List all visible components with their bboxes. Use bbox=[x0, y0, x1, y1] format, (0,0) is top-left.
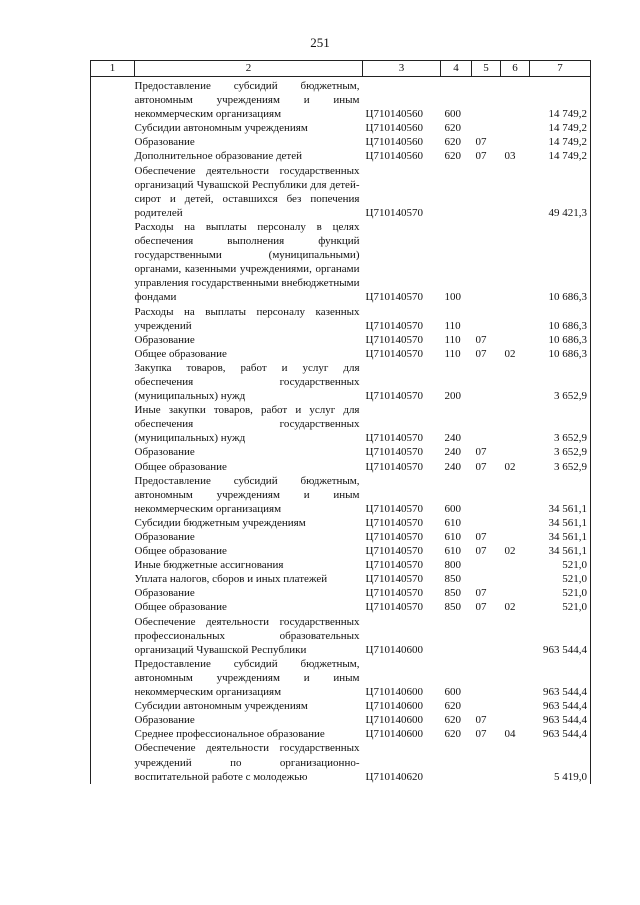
item-name-cell: Обеспечение деятельности государственных профессиональных образовательных организаций Чувашской Республики bbox=[134, 615, 360, 656]
section-cell bbox=[472, 220, 501, 305]
item-name-cell: Субсидии автономным учреждениям bbox=[134, 700, 308, 713]
amount-cell: 963 544,4 bbox=[530, 713, 591, 727]
table-row bbox=[91, 615, 591, 657]
table-row bbox=[91, 600, 591, 614]
table-row bbox=[91, 474, 591, 516]
item-name-cell: Общее образование bbox=[134, 601, 227, 614]
section-cell bbox=[472, 657, 501, 699]
amount-cell: 10 686,3 bbox=[530, 305, 591, 333]
row-number-cell bbox=[91, 403, 135, 445]
row-number-cell bbox=[91, 516, 135, 530]
target-code-cell: Ц710140600 bbox=[365, 728, 423, 741]
target-code-cell: Ц710140570 bbox=[365, 347, 423, 360]
section-cell bbox=[472, 305, 501, 333]
row-number-cell bbox=[91, 220, 135, 305]
table-row bbox=[91, 741, 591, 783]
expense-type-cell: 200 bbox=[444, 390, 461, 403]
header-row bbox=[91, 61, 591, 77]
row-number-cell bbox=[91, 347, 135, 361]
section-cell bbox=[472, 474, 501, 516]
item-name-cell: Образование bbox=[134, 714, 195, 727]
expense-type-cell: 110 bbox=[444, 333, 461, 346]
subsection-cell: 03 bbox=[504, 150, 516, 163]
expense-type-cell: 850 bbox=[444, 573, 461, 586]
item-name-cell: Предоставление субсидий бюджетным, автономным учреждениям и иным некоммерческим организациям bbox=[134, 657, 360, 699]
row-number-cell bbox=[91, 657, 135, 699]
subsection-cell bbox=[501, 403, 530, 445]
expense-type-cell: 610 bbox=[444, 516, 461, 529]
subsection-cell bbox=[501, 713, 530, 727]
expense-type-cell: 600 bbox=[444, 686, 461, 699]
amount-cell: 3 652,9 bbox=[530, 460, 591, 474]
amount-cell: 963 544,4 bbox=[530, 727, 591, 741]
expense-type-cell: 610 bbox=[444, 531, 461, 543]
subsection-cell: 02 bbox=[504, 545, 516, 558]
expense-type-cell: 610 bbox=[444, 545, 461, 558]
amount-cell: 14 749,2 bbox=[530, 121, 591, 135]
row-number-cell bbox=[91, 121, 135, 135]
target-code-cell: Ц710140570 bbox=[365, 502, 423, 515]
table-row bbox=[91, 333, 591, 347]
table-row bbox=[91, 305, 591, 333]
subsection-cell bbox=[501, 572, 530, 586]
item-name-cell: Расходы на выплаты персоналу в целях обеспечения выполнения функций государственными (муниципальными) органами, казенными учреждениями, органами управления государственными внебюджетными фондами bbox=[134, 220, 360, 304]
amount-cell: 521,0 bbox=[530, 572, 591, 586]
expense-type-cell: 110 bbox=[444, 319, 461, 332]
row-number-cell bbox=[91, 460, 135, 474]
target-code-cell: Ц710140600 bbox=[365, 714, 423, 727]
item-name-cell: Субсидии автономным учреждениям bbox=[134, 122, 308, 135]
item-name-cell: Общее образование bbox=[134, 545, 227, 558]
target-code-cell: Ц710140570 bbox=[365, 531, 423, 543]
target-code-cell: Ц710140570 bbox=[365, 601, 423, 614]
amount-cell: 3 652,9 bbox=[530, 445, 591, 459]
amount-cell: 10 686,3 bbox=[530, 333, 591, 347]
amount-cell: 963 544,4 bbox=[530, 699, 591, 713]
subsection-cell bbox=[501, 164, 530, 220]
target-code-cell: Ц710140570 bbox=[365, 587, 423, 600]
target-code-cell: Ц710140560 bbox=[365, 108, 423, 121]
target-code-cell: Ц710140570 bbox=[365, 460, 423, 473]
amount-cell: 14 749,2 bbox=[530, 135, 591, 149]
table-row bbox=[91, 347, 591, 361]
page-number: 251 bbox=[310, 35, 330, 50]
target-code-cell: Ц710140570 bbox=[365, 559, 423, 572]
section-cell: 07 bbox=[475, 587, 487, 600]
subsection-cell bbox=[501, 530, 530, 544]
row-number-cell bbox=[91, 558, 135, 572]
amount-cell: 5 419,0 bbox=[530, 741, 591, 783]
row-number-cell bbox=[91, 544, 135, 558]
table-row bbox=[91, 445, 591, 459]
section-cell bbox=[472, 516, 501, 530]
target-code-cell: Ц710140560 bbox=[365, 122, 423, 135]
header-col-2: 2 bbox=[135, 61, 363, 77]
section-cell bbox=[472, 741, 501, 783]
budget-table bbox=[90, 60, 591, 784]
table-row bbox=[91, 361, 591, 403]
target-code-cell: Ц710140560 bbox=[365, 136, 423, 149]
expense-type-cell: 620 bbox=[444, 136, 461, 149]
expense-type-cell: 100 bbox=[444, 291, 461, 304]
row-number-cell bbox=[91, 305, 135, 333]
amount-cell: 10 686,3 bbox=[530, 220, 591, 305]
item-name-cell: Обеспечение деятельности государственных организаций Чувашской Республики для детей-сирот и детей, оставшихся без попечения родителей bbox=[134, 164, 360, 219]
section-cell: 07 bbox=[475, 333, 487, 346]
section-cell bbox=[472, 558, 501, 572]
table-row bbox=[91, 149, 591, 163]
row-number-cell bbox=[91, 741, 135, 783]
subsection-cell bbox=[501, 516, 530, 530]
subsection-cell bbox=[501, 333, 530, 347]
expense-type-cell: 850 bbox=[444, 601, 461, 614]
subsection-cell bbox=[501, 220, 530, 305]
table-row bbox=[91, 657, 591, 699]
expense-type-cell: 620 bbox=[444, 150, 461, 163]
table-row bbox=[91, 572, 591, 586]
header-col-4: 4 bbox=[441, 61, 472, 77]
section-cell bbox=[472, 615, 501, 657]
row-number-cell bbox=[91, 699, 135, 713]
target-code-cell: Ц710140570 bbox=[365, 333, 423, 346]
expense-type-cell: 240 bbox=[444, 460, 461, 473]
section-cell: 07 bbox=[475, 446, 487, 459]
item-name-cell: Предоставление субсидий бюджетным, автономным учреждениям и иным некоммерческим организациям bbox=[134, 80, 360, 121]
subsection-cell bbox=[501, 586, 530, 600]
subsection-cell bbox=[501, 361, 530, 403]
subsection-cell: 02 bbox=[504, 347, 516, 360]
item-name-cell: Иные закупки товаров, работ и услуг для обеспечения государственных (муниципальных) нужд bbox=[134, 404, 360, 445]
section-cell bbox=[472, 403, 501, 445]
item-name-cell: Общее образование bbox=[134, 347, 227, 360]
expense-type-cell: 620 bbox=[444, 700, 461, 713]
amount-cell: 34 561,1 bbox=[530, 530, 591, 544]
section-cell: 07 bbox=[475, 601, 487, 614]
item-name-cell: Образование bbox=[134, 446, 195, 459]
item-name-cell: Предоставление субсидий бюджетным, автономным учреждениям и иным некоммерческим организациям bbox=[134, 474, 360, 515]
table-row bbox=[91, 544, 591, 558]
subsection-cell bbox=[501, 474, 530, 516]
section-cell: 07 bbox=[475, 136, 487, 149]
expense-type-cell: 240 bbox=[444, 446, 461, 459]
target-code-cell: Ц710140570 bbox=[365, 545, 423, 558]
table-row bbox=[91, 713, 591, 727]
amount-cell: 521,0 bbox=[530, 558, 591, 572]
target-code-cell: Ц710140600 bbox=[365, 643, 423, 656]
row-number-cell bbox=[91, 727, 135, 741]
expense-type-cell: 600 bbox=[444, 502, 461, 515]
table-row bbox=[91, 530, 591, 544]
item-name-cell: Общее образование bbox=[134, 460, 227, 473]
table-row bbox=[91, 403, 591, 445]
target-code-cell: Ц710140570 bbox=[365, 432, 423, 445]
row-number-cell bbox=[91, 530, 135, 544]
table-row bbox=[91, 558, 591, 572]
subsection-cell bbox=[501, 305, 530, 333]
amount-cell: 3 652,9 bbox=[530, 361, 591, 403]
header-col-6: 6 bbox=[501, 61, 530, 77]
row-number-cell bbox=[91, 77, 135, 122]
expense-type-cell: 240 bbox=[444, 432, 461, 445]
target-code-cell: Ц710140570 bbox=[365, 516, 423, 529]
target-code-cell: Ц710140600 bbox=[365, 686, 423, 699]
section-cell bbox=[472, 572, 501, 586]
subsection-cell bbox=[501, 558, 530, 572]
amount-cell: 521,0 bbox=[530, 600, 591, 614]
section-cell: 07 bbox=[475, 531, 487, 543]
item-name-cell: Субсидии бюджетным учреждениям bbox=[134, 516, 306, 529]
section-cell bbox=[472, 699, 501, 713]
amount-cell: 963 544,4 bbox=[530, 657, 591, 699]
table-row bbox=[91, 135, 591, 149]
target-code-cell: Ц710140570 bbox=[365, 291, 423, 304]
subsection-cell bbox=[501, 741, 530, 783]
table-row bbox=[91, 460, 591, 474]
amount-cell: 49 421,3 bbox=[530, 164, 591, 220]
row-number-cell bbox=[91, 135, 135, 149]
item-name-cell: Образование bbox=[134, 333, 195, 346]
row-number-cell bbox=[91, 361, 135, 403]
row-number-cell bbox=[91, 474, 135, 516]
header-col-5: 5 bbox=[472, 61, 501, 77]
amount-cell: 34 561,1 bbox=[530, 516, 591, 530]
subsection-cell bbox=[501, 77, 530, 122]
expense-type-cell bbox=[441, 741, 472, 783]
amount-cell: 34 561,1 bbox=[530, 544, 591, 558]
section-cell: 07 bbox=[475, 150, 487, 163]
item-name-cell: Закупка товаров, работ и услуг для обеспечения государственных (муниципальных) нужд bbox=[134, 361, 360, 403]
item-name-cell: Дополнительное образование детей bbox=[134, 150, 303, 163]
expense-type-cell: 110 bbox=[444, 347, 461, 360]
subsection-cell bbox=[501, 135, 530, 149]
section-cell: 07 bbox=[475, 728, 487, 741]
row-number-cell bbox=[91, 164, 135, 220]
target-code-cell: Ц710140570 bbox=[365, 573, 423, 586]
header-col-1: 1 bbox=[91, 61, 135, 77]
amount-cell: 10 686,3 bbox=[530, 347, 591, 361]
subsection-cell bbox=[501, 445, 530, 459]
target-code-cell: Ц710140600 bbox=[365, 700, 423, 713]
table-row bbox=[91, 516, 591, 530]
item-name-cell: Обеспечение деятельности государственных учреждений по организационно-воспитательной работе с молодежью bbox=[134, 742, 360, 783]
table-row bbox=[91, 164, 591, 220]
amount-cell: 3 652,9 bbox=[530, 403, 591, 445]
table-row bbox=[91, 699, 591, 713]
table-row bbox=[91, 121, 591, 135]
row-number-cell bbox=[91, 333, 135, 347]
section-cell: 07 bbox=[475, 714, 487, 727]
item-name-cell: Образование bbox=[134, 531, 195, 543]
expense-type-cell bbox=[441, 164, 472, 220]
amount-cell: 14 749,2 bbox=[530, 149, 591, 163]
subsection-cell: 02 bbox=[504, 601, 516, 614]
target-code-cell: Ц710140570 bbox=[365, 390, 423, 403]
row-number-cell bbox=[91, 445, 135, 459]
expense-type-cell: 620 bbox=[444, 122, 461, 135]
expense-type-cell: 850 bbox=[444, 587, 461, 600]
section-cell bbox=[472, 164, 501, 220]
header-col-7: 7 bbox=[530, 61, 591, 77]
row-number-cell bbox=[91, 713, 135, 727]
row-number-cell bbox=[91, 586, 135, 600]
item-name-cell: Образование bbox=[134, 136, 195, 149]
subsection-cell bbox=[501, 657, 530, 699]
row-number-cell bbox=[91, 572, 135, 586]
amount-cell: 521,0 bbox=[530, 586, 591, 600]
table-row bbox=[91, 220, 591, 305]
section-cell bbox=[472, 361, 501, 403]
subsection-cell bbox=[501, 699, 530, 713]
table-row bbox=[91, 586, 591, 600]
expense-type-cell: 800 bbox=[444, 559, 461, 572]
amount-cell: 963 544,4 bbox=[530, 615, 591, 657]
section-cell: 07 bbox=[475, 460, 487, 473]
section-cell: 07 bbox=[475, 545, 487, 558]
expense-type-cell: 620 bbox=[444, 714, 461, 727]
table-row bbox=[91, 77, 591, 122]
target-code-cell: Ц710140570 bbox=[365, 206, 423, 219]
section-cell bbox=[472, 121, 501, 135]
section-cell: 07 bbox=[475, 347, 487, 360]
item-name-cell: Образование bbox=[134, 587, 195, 600]
row-number-cell bbox=[91, 615, 135, 657]
subsection-cell bbox=[501, 615, 530, 657]
table-row bbox=[91, 727, 591, 741]
row-number-cell bbox=[91, 600, 135, 614]
table-body bbox=[91, 77, 591, 784]
target-code-cell: Ц710140570 bbox=[365, 319, 423, 332]
target-code-cell: Ц710140570 bbox=[365, 446, 423, 459]
subsection-cell: 02 bbox=[504, 460, 516, 473]
expense-type-cell bbox=[441, 615, 472, 657]
item-name-cell: Уплата налогов, сборов и иных платежей bbox=[134, 573, 328, 586]
expense-type-cell: 620 bbox=[444, 728, 461, 741]
item-name-cell: Иные бюджетные ассигнования bbox=[134, 559, 284, 572]
amount-cell: 14 749,2 bbox=[530, 77, 591, 122]
row-number-cell bbox=[91, 149, 135, 163]
expense-type-cell: 600 bbox=[444, 108, 461, 121]
amount-cell: 34 561,1 bbox=[530, 474, 591, 516]
target-code-cell: Ц710140620 bbox=[365, 770, 423, 783]
header-col-3: 3 bbox=[363, 61, 441, 77]
subsection-cell: 04 bbox=[504, 728, 516, 741]
item-name-cell: Расходы на выплаты персоналу казенных учреждений bbox=[134, 305, 360, 332]
item-name-cell: Среднее профессиональное образование bbox=[134, 728, 325, 741]
target-code-cell: Ц710140560 bbox=[365, 150, 423, 163]
section-cell bbox=[472, 77, 501, 122]
subsection-cell bbox=[501, 121, 530, 135]
